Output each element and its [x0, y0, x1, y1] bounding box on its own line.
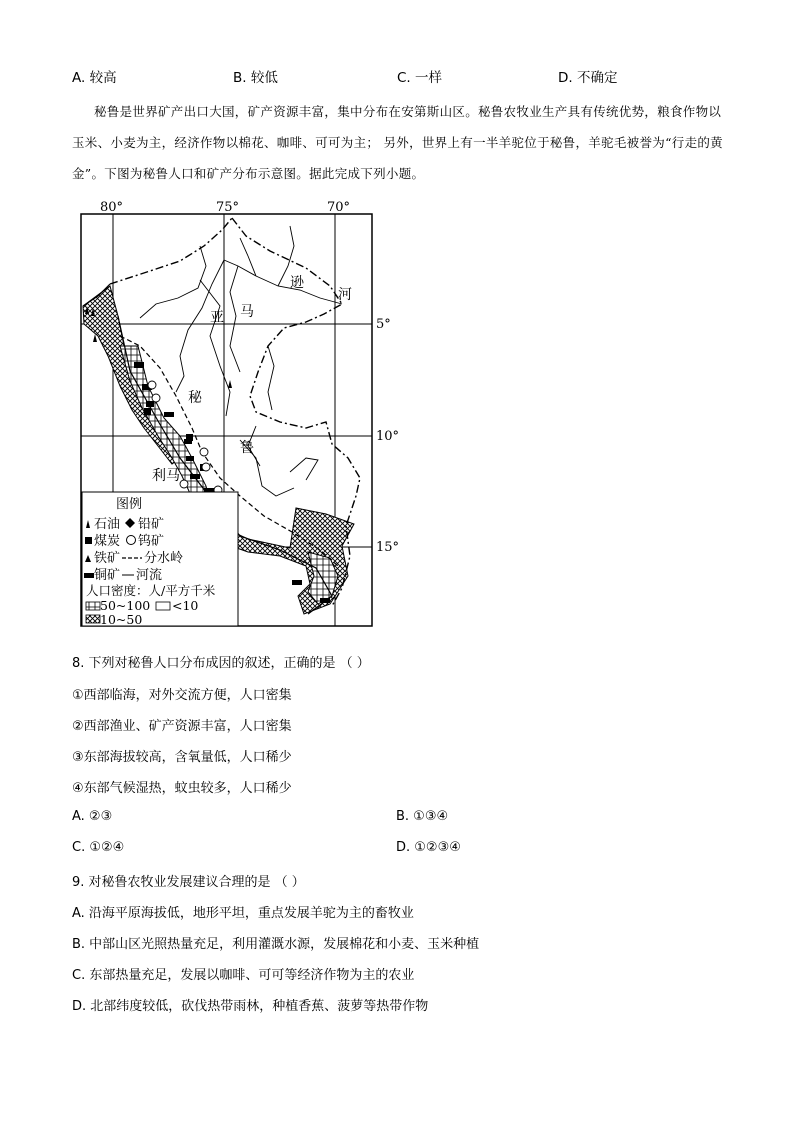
lon-label-80: 80° — [100, 200, 124, 215]
label-amazon-1: 亚 — [210, 310, 224, 326]
q8-option-d[interactable]: D. ①②③④ — [396, 840, 461, 855]
legend-lead: 铅矿 — [138, 517, 165, 532]
legend-copper: 铜矿 — [94, 568, 121, 583]
q8-option-b[interactable]: B. ①③④ — [396, 809, 449, 824]
prev-option-b[interactable]: B. 较低 — [233, 70, 278, 86]
legend-title: 图例 — [116, 497, 143, 512]
legend-coal: 煤炭 — [94, 534, 121, 549]
label-amazon-river-2: 河 — [338, 287, 352, 303]
density-mid-swatch — [86, 615, 100, 623]
copper-icon — [164, 412, 174, 417]
legend-tungsten: 钨矿 — [138, 534, 165, 549]
legend-density-mid: 10~50 — [100, 612, 143, 627]
legend-density-title: 人口密度：人/平方千米 — [86, 583, 216, 598]
prev-option-d[interactable]: D. 不确定 — [558, 70, 618, 86]
label-amazon-river-1: 逊 — [290, 275, 304, 291]
previous-question-options — [72, 66, 752, 86]
legend-watershed: 分水岭 — [144, 551, 184, 566]
lat-label-5: 5° — [376, 317, 391, 332]
coal-icon — [85, 537, 92, 544]
coal-icon — [144, 408, 151, 415]
lat-label-10: 10° — [376, 429, 400, 444]
copper-icon — [146, 401, 154, 407]
label-lima: 利马 — [152, 468, 180, 484]
q8-statement-3: ③东部海拔较高，含氧量低，人口稀少 — [72, 750, 292, 765]
tungsten-icon — [148, 381, 156, 389]
copper-icon — [84, 573, 94, 578]
density-low-swatch — [156, 602, 170, 610]
q8-statement-1: ①西部临海，对外交流方便，人口密集 — [72, 688, 292, 703]
legend-density-low: <10 — [172, 598, 199, 613]
coal-icon — [186, 434, 193, 441]
q8-option-c[interactable]: C. ①②④ — [72, 840, 125, 855]
density-high-swatch — [86, 602, 100, 610]
label-amazon-2: 马 — [240, 304, 254, 320]
copper-icon — [320, 598, 330, 603]
copper-icon — [186, 456, 194, 461]
tungsten-icon — [127, 536, 136, 545]
label-peru-2: 鲁 — [240, 440, 254, 456]
intro-paragraph: 秘鲁是世界矿产出口大国，矿产资源丰富，集中分布在安第斯山区。秘鲁农牧业生产具有传统优势，粮食作物以玉米、小麦为主，经济作物以棉花、咖啡、可可为主； 另外，世界上有一半羊驼位于秘鲁，羊驼毛被誉为“行走的黄金”。下图为秘鲁人口和矿产分布示意图。据此完成下列小题。 — [72, 104, 723, 181]
q8-statement-2: ②西部渔业、矿产资源丰富，人口密集 — [72, 719, 292, 734]
tungsten-icon — [152, 394, 160, 402]
q9-option-a[interactable]: A. 沿海平原海拔低，地形平坦，重点发展羊驼为主的畜牧业 — [72, 906, 414, 921]
tungsten-icon — [200, 448, 208, 456]
label-peru-1: 秘 — [188, 390, 202, 406]
legend-iron: 铁矿 — [94, 551, 121, 566]
prev-option-c[interactable]: C. 一样 — [397, 70, 443, 86]
tungsten-icon — [202, 463, 210, 471]
q9-option-d[interactable]: D. 北部纬度较低，砍伐热带雨林，种植香蕉、菠萝等热带作物 — [72, 999, 429, 1014]
copper-icon — [190, 474, 200, 479]
legend-density-high: 50~100 — [100, 598, 151, 613]
q9-option-c[interactable]: C. 东部热量充足，发展以咖啡、可可等经济作物为主的农业 — [72, 968, 415, 983]
q8-option-a[interactable]: A. ②③ — [72, 809, 113, 824]
q8-statement-4: ④东部气候湿热，蚊虫较多，人口稀少 — [72, 781, 292, 796]
map-legend — [82, 492, 238, 627]
q9-option-b[interactable]: B. 中部山区光照热量充足，利用灌溉水源，发展棉花和小麦、玉米种植 — [72, 937, 480, 952]
peru-map — [80, 196, 400, 628]
legend-river: 河流 — [136, 568, 163, 583]
lat-label-15: 15° — [376, 540, 400, 555]
tungsten-icon — [180, 480, 188, 488]
q8-stem: 8. 下列对秘鲁人口分布成因的叙述，正确的是 （ ） — [72, 656, 370, 671]
lon-label-70: 70° — [327, 200, 351, 215]
prev-option-a[interactable]: A. 较高 — [72, 70, 117, 86]
q9-stem: 9. 对秘鲁农牧业发展建议合理的是 （ ） — [72, 875, 305, 890]
lon-label-75: 75° — [216, 200, 240, 215]
copper-icon — [292, 580, 302, 585]
legend-oil: 石油 — [94, 517, 121, 532]
copper-icon — [134, 362, 144, 368]
